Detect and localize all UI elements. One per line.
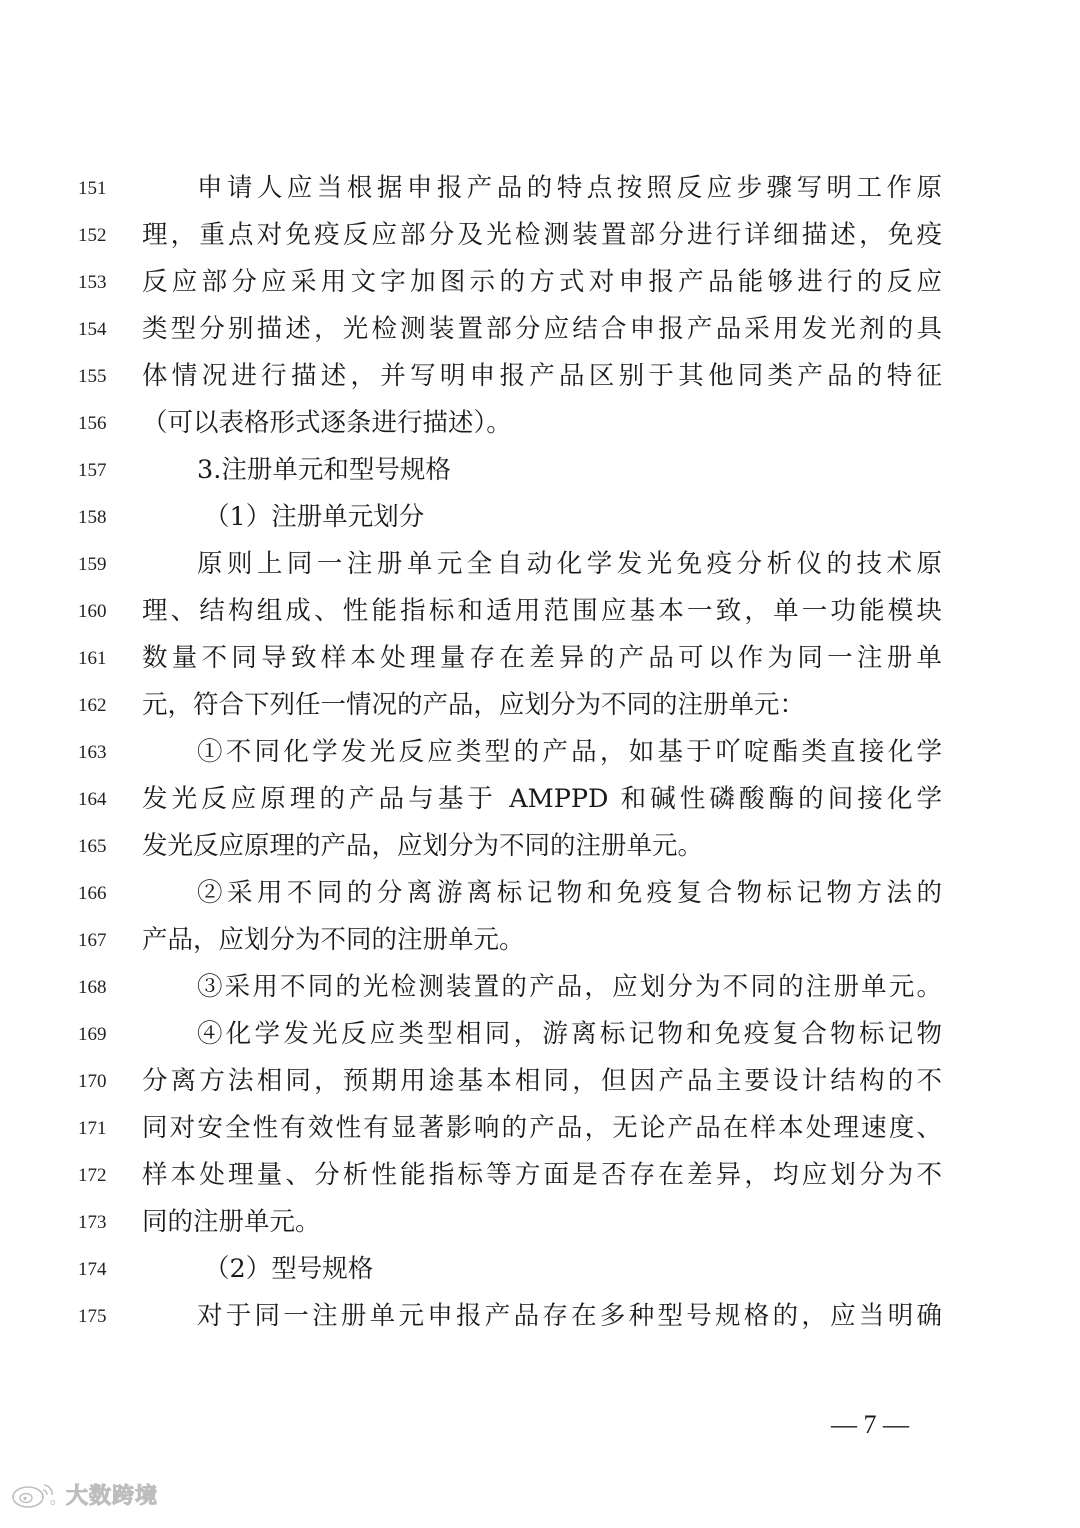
watermark-text: 大数跨境 [66, 1483, 159, 1509]
line-number: 164 [78, 789, 107, 810]
svg-text:o: o [50, 1498, 56, 1508]
line-text: 申请人应当根据申报产品的特点按照反应步骤写明工作原 [197, 173, 942, 203]
line-text: 发光反应原理的产品与基于 AMPPD 和碱性磷酸酶的间接化学 [142, 784, 942, 814]
line-number: 173 [78, 1212, 107, 1233]
line-number: 165 [78, 836, 107, 857]
line-text: 体情况进行描述，并写明申报产品区别于其他同类产品的特征 [142, 361, 942, 391]
line-text: ②采用不同的分离游离标记物和免疫复合物标记物方法的 [197, 878, 942, 908]
line-text: 原则上同一注册单元全自动化学发光免疫分析仪的技术原 [197, 549, 942, 579]
line-text: ④化学发光反应类型相同，游离标记物和免疫复合物标记物 [197, 1019, 942, 1049]
line-number: 156 [78, 413, 107, 434]
line-number: 167 [78, 930, 107, 951]
subsection-heading: （2）型号规格 [204, 1254, 374, 1284]
text-line-165 [0, 823, 1080, 870]
line-number: 170 [78, 1071, 107, 1092]
line-text: 数量不同导致样本处理量存在差异的产品可以作为同一注册单 [142, 643, 942, 673]
line-text: 样本处理量、分析性能指标等方面是否存在差异，均应划分为不 [142, 1160, 942, 1190]
text-line-158 [0, 494, 1080, 541]
page-number: — 7 — [831, 1410, 909, 1439]
section-heading: 3.注册单元和型号规格 [197, 455, 451, 485]
text-line-169 [0, 1011, 1080, 1058]
line-text: 理、结构组成、性能指标和适用范围应基本一致，单一功能模块 [142, 596, 942, 626]
watermark [10, 1476, 158, 1512]
line-number: 168 [78, 977, 107, 998]
text-line-161 [0, 635, 1080, 682]
line-number: 151 [78, 178, 107, 199]
subsection-heading: （1）注册单元划分 [204, 502, 425, 532]
text-line-167 [0, 917, 1080, 964]
line-number: 174 [78, 1259, 107, 1280]
line-number: 175 [78, 1306, 107, 1327]
weibo-logo-icon [10, 1479, 62, 1509]
text-line-160 [0, 588, 1080, 635]
text-line-172 [0, 1152, 1080, 1199]
text-line-157 [0, 447, 1080, 494]
line-number: 160 [78, 601, 107, 622]
text-line-163 [0, 729, 1080, 776]
line-number: 155 [78, 366, 107, 387]
text-line-174 [0, 1246, 1080, 1293]
line-number: 171 [78, 1118, 107, 1139]
text-line-166 [0, 870, 1080, 917]
line-number: 169 [78, 1024, 107, 1045]
text-line-156 [0, 400, 1080, 447]
line-text: 发光反应原理的产品，应划分为不同的注册单元。 [142, 831, 704, 861]
text-line-164 [0, 776, 1080, 823]
line-text: 元，符合下列任一情况的产品，应划分为不同的注册单元： [142, 690, 806, 720]
text-line-171 [0, 1105, 1080, 1152]
line-text: 类型分别描述，光检测装置部分应结合申报产品采用发光剂的具 [142, 314, 942, 344]
line-number: 172 [78, 1165, 107, 1186]
text-line-151 [0, 165, 1080, 212]
line-number: 162 [78, 695, 107, 716]
line-text: ③采用不同的光检测装置的产品，应划分为不同的注册单元。 [197, 972, 942, 1002]
line-number: 154 [78, 319, 107, 340]
line-number: 161 [78, 648, 107, 669]
text-line-173 [0, 1199, 1080, 1246]
text-line-162 [0, 682, 1080, 729]
line-number: 159 [78, 554, 107, 575]
line-number: 163 [78, 742, 107, 763]
text-line-152 [0, 212, 1080, 259]
line-text: 理，重点对免疫反应部分及光检测装置部分进行详细描述，免疫 [142, 220, 942, 250]
line-number: 166 [78, 883, 107, 904]
line-text: 同的注册单元。 [142, 1207, 321, 1237]
line-text: 分离方法相同，预期用途基本相同，但因产品主要设计结构的不 [142, 1066, 942, 1096]
text-line-153 [0, 259, 1080, 306]
text-line-170 [0, 1058, 1080, 1105]
text-line-155 [0, 353, 1080, 400]
line-number: 157 [78, 460, 107, 481]
text-line-175 [0, 1293, 1080, 1340]
text-line-154 [0, 306, 1080, 353]
text-line-159 [0, 541, 1080, 588]
line-number: 153 [78, 272, 107, 293]
line-text: ①不同化学发光反应类型的产品，如基于吖啶酯类直接化学 [197, 737, 942, 767]
line-text: （可以表格形式逐条进行描述）。 [142, 408, 512, 438]
line-text: 产品，应划分为不同的注册单元。 [142, 925, 525, 955]
line-text: 同对安全性有效性有显著影响的产品，无论产品在样本处理速度、 [142, 1113, 942, 1143]
line-text: 对于同一注册单元申报产品存在多种型号规格的，应当明确 [197, 1301, 942, 1331]
line-text: 反应部分应采用文字加图示的方式对申报产品能够进行的反应 [142, 267, 942, 297]
line-number: 152 [78, 225, 107, 246]
line-number: 158 [78, 507, 107, 528]
text-line-168 [0, 964, 1080, 1011]
